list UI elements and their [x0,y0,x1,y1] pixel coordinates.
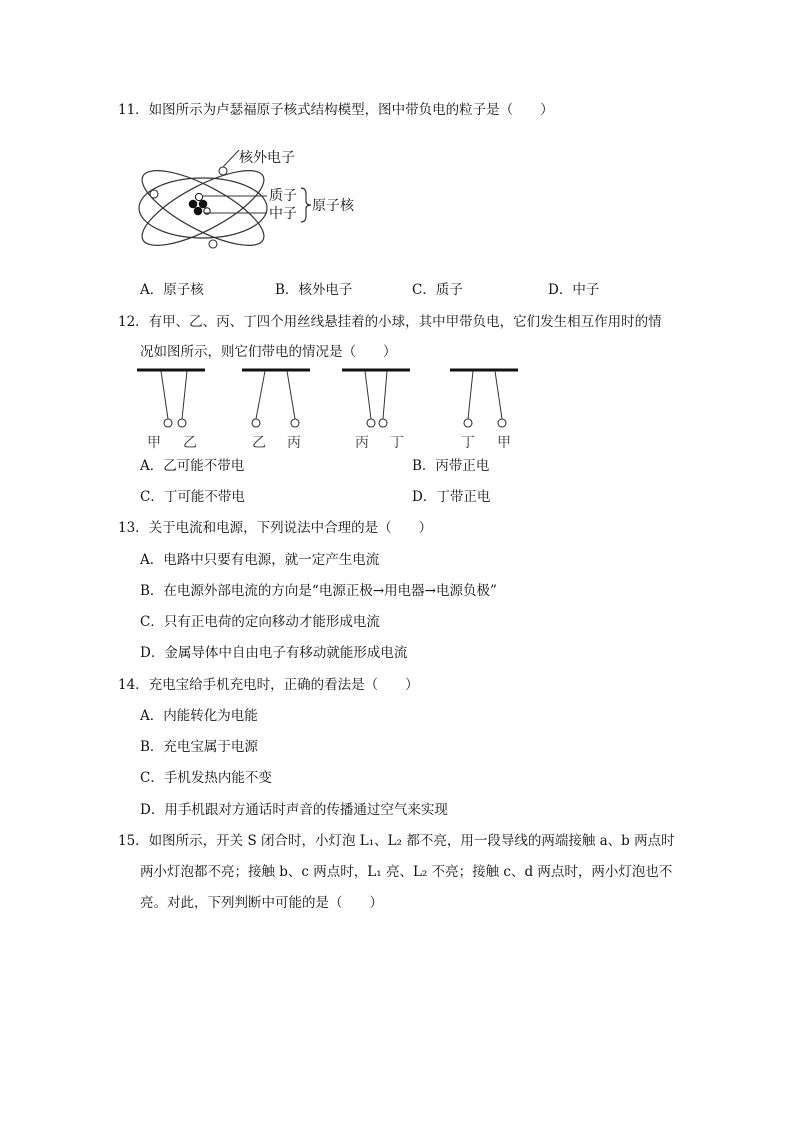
q14-option-c[interactable]: C．手机发热内能不变 [140,770,272,786]
q12-option-b[interactable]: B．丙带正电 [412,458,490,474]
ball-ding-4 [464,419,472,427]
neutron-ball [189,200,197,208]
q11-option-a[interactable]: A．原子核 [140,282,204,298]
atom-model-figure [135,150,365,275]
q11-stem: 11．如图所示为卢瑟福原子核式结构模型，图中带负电的粒子是（ ） [118,102,554,118]
ball-label: 甲 [497,435,511,451]
q13-option-c[interactable]: C．只有正电荷的定向移动才能形成电流 [140,614,380,630]
ball-jia-4 [498,419,506,427]
ball-label: 乙 [183,435,197,451]
q11-option-d[interactable]: D．中子 [548,282,600,298]
ball-label: 丁 [461,435,475,451]
q12-option-a[interactable]: A．乙可能不带电 [140,458,245,474]
q13-option-a[interactable]: A．电路中只要有电源，就一定产生电流 [140,552,380,568]
q14-option-b[interactable]: B．充电宝属于电源 [140,739,258,755]
q12-stem-line2: 况如图所示，则它们带电的情况是（ ） [140,344,397,360]
q12-option-c[interactable]: C．丁可能不带电 [140,489,245,505]
neutron-label: 中子 [269,206,297,222]
ball-label: 丙 [287,435,301,451]
q14-stem: 14．充电宝给手机充电时，正确的看法是（ ） [118,677,419,693]
ball-ding-3 [379,419,387,427]
q13-option-d[interactable]: D．金属导体中自由电子有移动就能形成电流 [140,645,408,661]
electron-left [150,190,158,198]
ball-label: 乙 [252,435,266,451]
q12-stem-line1: 12．有甲、乙、丙、丁四个用丝线悬挂着的小球，其中甲带负电，它们发生相互作用时的情 [118,314,662,330]
ball-yi-1 [178,419,186,427]
nucleus-label: 原子核 [312,198,354,214]
q15-stem-line3: 亮。对此，下列判断中可能的是（ ） [140,895,383,911]
ball-label: 丁 [390,435,404,451]
q13-stem: 13．关于电流和电源，下列说法中合理的是（ ） [118,520,433,536]
proton-ball [195,193,202,200]
q12-option-d[interactable]: D．丁带正电 [412,489,491,505]
q11-option-c[interactable]: C．质子 [412,282,463,298]
proton-label: 质子 [269,188,297,204]
q15-stem-line2: 两小灯泡都不亮；接触 b、c 两点时，L₁ 亮、L₂ 不亮；接触 c、d 两点时，两小灯泡也不 [140,864,673,880]
q13-option-b[interactable]: B．在电源外部电流的方向是“电源正极→用电器→电源负极” [140,583,497,599]
ball-label: 丙 [355,435,369,451]
ball-yi-2 [252,419,260,427]
ball-label: 甲 [147,435,161,451]
q11-option-b[interactable]: B．核外电子 [275,282,353,298]
q14-option-a[interactable]: A．内能转化为电能 [140,708,258,724]
ball-bing-3 [367,419,375,427]
electron-top [219,167,227,175]
nucleus-brace [301,188,311,222]
electron-bottom [209,240,217,248]
electron-label: 核外电子 [239,150,295,166]
ball-bing-2 [291,419,299,427]
ball-jia-1 [164,419,172,427]
hanging-balls-figure [135,365,525,457]
q14-option-d[interactable]: D．用手机跟对方通话时声音的传播通过空气来实现 [140,802,448,818]
q15-stem-line1: 15．如图所示，开关 S 闭合时，小灯泡 L₁、L₂ 都不亮，用一段导线的两端接触 a、b 两点时 [118,833,675,849]
